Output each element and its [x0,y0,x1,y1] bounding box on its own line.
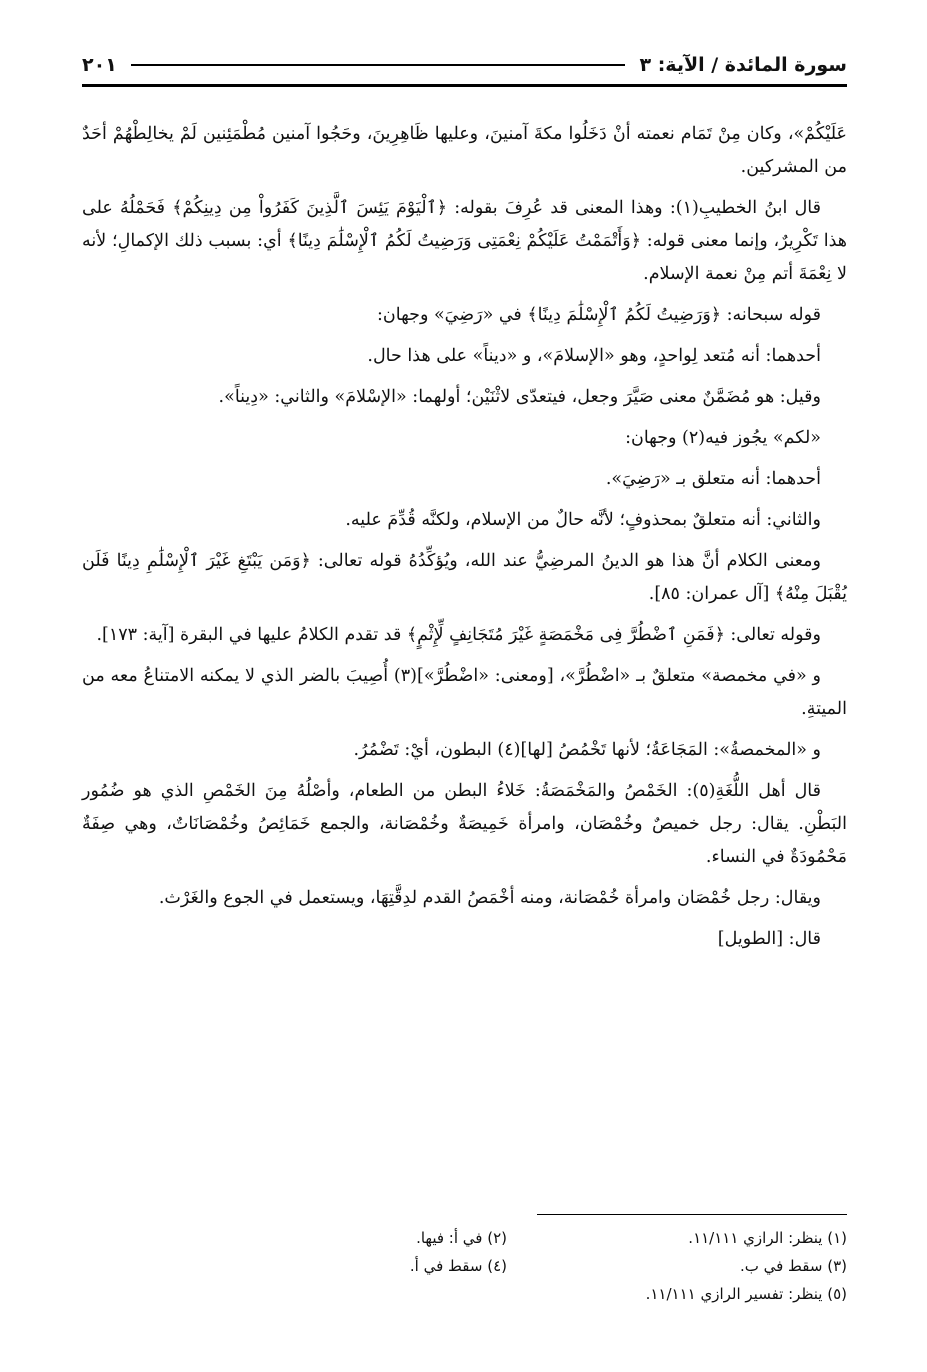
paragraph: ومعنى الكلام أنَّ هذا هو الدينُ المرضِيُّ عند الله، ويُؤكِّدُهُ قوله تعالى: ﴿وَمَن يَبْتَغِ غَيْرَ ٱلْإِسْلَٰمِ دِينًا فَلَن يُقْبَلَ مِنْهُ﴾ [آل عمران: ٨٥]. [82,551,847,604]
paragraph: أحدهما: أنه مُتعد لِواحدٍ، وهو «الإسلامَ»، و «ديناً» على هذا حال. [367,346,821,366]
main-text [82,118,847,964]
footnote: (٥) ينظر: تفسير الرازي ١١/١١١. [645,1285,847,1303]
paragraph: قوله سبحانه: ﴿وَرَضِيتُ لَكُمُ ٱلْإِسْلَٰمَ دِينًا﴾ في «رَضِيَ» وجهان: [376,305,821,325]
footnote: (٣) سقط في ب. [739,1257,847,1275]
footnote: (١) ينظر: الرازي ١١/١١١. [688,1229,847,1247]
paragraph: قال أهل اللُّغَةِ(٥): الخَمْصُ والمَخْمَصَةُ: خَلاءُ البطن من الطعام، وأصْلُهُ مِنَ الخَمْصِ الذي هو ضُمُور البَطْنِ. يقال: رجل خميصٌ وخُمْصَان، وامرأة خَمِيصَةٌ وخُمْصَانة، والجمع خَمَائِصُ وخُمْصَانَاتٌ، وهي صِفَةٌ مَحْمُودَةٌ في النساء. [82,781,847,867]
paragraph: «لكم» يجُوز فيه(٢) وجهان: [625,428,821,448]
paragraph: وقوله تعالى: ﴿فَمَنِ ٱضْطُرَّ فِى مَخْمَصَةٍ غَيْرَ مُتَجَانِفٍ لِّإِثْمٍ﴾ قد تقدم الكلامُ عليها في البقرة [آية: ١٧٣]. [96,625,821,645]
paragraph: عَلَيْكُمْ»، وكان مِنْ تَمَام نعمته أنْ دَخَلُوا مكةَ آمنينَ، وعليها ظَاهِرِينَ، وحَجُوا آمنين مُطْمَئِنين لَمْ يخالِطْهُمْ أحَدٌ من المشركين. [82,124,847,177]
header-rule [131,64,626,66]
paragraph: وقيل: هو مُضَمَّنٌ معنى صَيَّرَ وجعل، فيتعدّى لاثْنَيْن؛ أولهما: «الإسْلامَ» والثاني: «دِيناً». [218,387,821,407]
paragraph: و «المخمصةُ»: المَجَاعَةُ؛ لأنها تَخْمُصُ [لها](٤) البطون، أيْ: تَضْمُرُ. [353,740,821,760]
paragraph: والثاني: أنه متعلقٌ بمحذوفٍ؛ لأنَّه حالٌ من الإسلام، ولكنَّه قُدِّمَ عليه. [345,510,821,530]
paragraph: قال: [الطويل] [717,929,821,949]
footnotes [82,1224,847,1308]
paragraph: و «في مخمصة» متعلقٌ بـ «اضْطُرَّ»، [ومعنى: «اضْطُرَّ»](٣) أُصِيبَ بالضر الذي لا يمكنه الامتناعُ معه من الميتةِ. [82,666,847,719]
surah-title: سورة المائدة / الآية: ٣ [639,54,847,76]
running-header [82,46,847,87]
paragraph: أحدهما: أنه متعلق بـ «رَضِيَ». [605,469,821,489]
paragraph: قال ابنُ الخطيبِ(١): وهذا المعنى قد عُرِفَ بقوله: ﴿ٱلْيَوْمَ يَئِسَ ٱلَّذِينَ كَفَرُواْ مِن دِينِكُمْ﴾ فَحَمْلُهُ على هذا تَكْرِيرٌ، وإنما معنى قوله: ﴿وَأَتْمَمْتُ عَلَيْكُمْ نِعْمَتِى وَرَضِيتُ لَكُمُ ٱلْإِسْلَٰمَ دِينًا﴾ أي: بسبب ذلك الإكمالِ؛ لأنه لا نِعْمَةَ أتم مِنْ نعمة الإسلام. [82,198,847,284]
page-number: ٢٠١ [82,54,117,76]
footnote-separator [537,1214,847,1215]
footnote: (٢) في أ: فيها. [416,1229,507,1247]
paragraph: ويقال: رجل خُمْصَان وامرأة خُمْصَانة، ومنه أخْمَصُ القدم لدِقَّتِهَا، ويستعمل في الجوع والغَرْث. [158,888,821,908]
footnote: (٤) سقط في أ. [409,1257,507,1275]
